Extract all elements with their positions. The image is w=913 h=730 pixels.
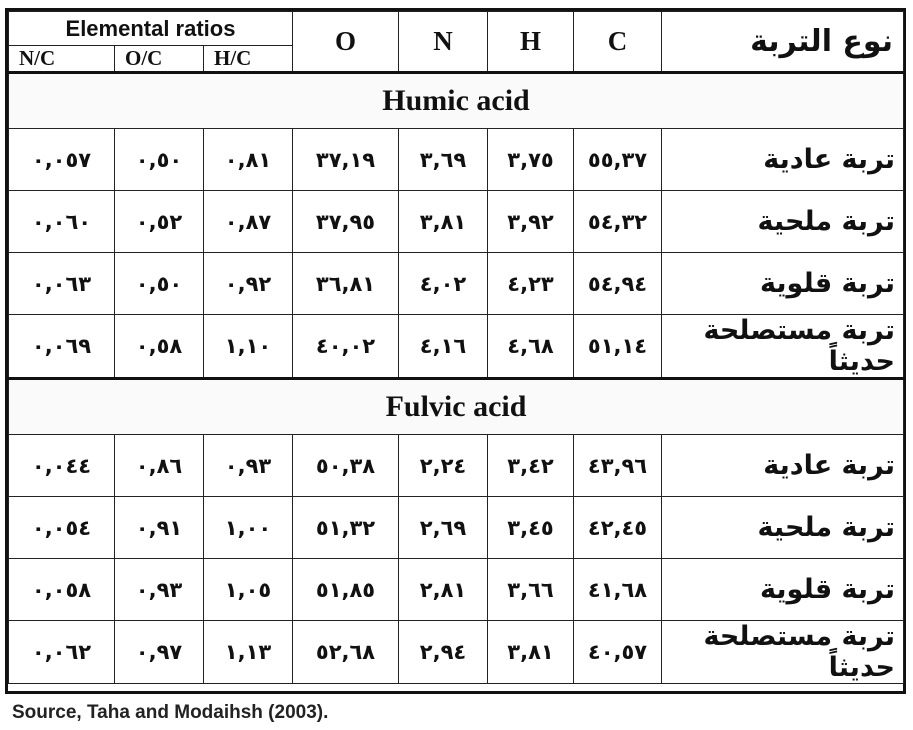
col-header-hc: H/C	[204, 46, 293, 73]
cell-c: ٤٣,٩٦	[574, 435, 662, 497]
cell-hc: ٠,٩٢	[204, 253, 293, 315]
table-row	[9, 435, 904, 497]
elemental-ratios-header: Elemental ratios	[9, 12, 293, 46]
cell-hc: ٠,٩٣	[204, 435, 293, 497]
table-frame	[5, 8, 906, 694]
cell-hc: ١,٠٠	[204, 497, 293, 559]
cell-c: ٥٥,٣٧	[574, 129, 662, 191]
cell-hc: ٠,٨٧	[204, 191, 293, 253]
cell-n: ٣,٦٩	[399, 129, 488, 191]
cell-nc: ٠,٠٥٨	[9, 559, 115, 621]
cell-h: ٣,٨١	[488, 621, 574, 684]
cell-c: ٥١,١٤	[574, 315, 662, 379]
cell-h: ٣,٦٦	[488, 559, 574, 621]
col-header-n: N	[399, 12, 488, 73]
cell-n: ٢,٦٩	[399, 497, 488, 559]
table-row	[9, 497, 904, 559]
table-row	[9, 253, 904, 315]
cell-h: ٣,٤٥	[488, 497, 574, 559]
col-header-oc: O/C	[115, 46, 204, 73]
cell-o: ٣٧,١٩	[293, 129, 399, 191]
cell-nc: ٠,٠٤٤	[9, 435, 115, 497]
cell-n: ٢,٢٤	[399, 435, 488, 497]
cell-hc: ١,١٣	[204, 621, 293, 684]
cell-nc: ٠,٠٥٧	[9, 129, 115, 191]
source-citation: Source, Taha and Modaihsh (2003).	[12, 702, 329, 723]
col-header-h: H	[488, 12, 574, 73]
col-header-o: O	[293, 12, 399, 73]
cell-nc: ٠,٠٦٠	[9, 191, 115, 253]
cell-c: ٤٢,٤٥	[574, 497, 662, 559]
elemental-composition-table	[8, 11, 904, 684]
cell-oc: ٠,٩٣	[115, 559, 204, 621]
table-row	[9, 191, 904, 253]
table-row	[9, 129, 904, 191]
section-title-fulvic: Fulvic acid	[9, 379, 904, 435]
cell-oc: ٠,٥٨	[115, 315, 204, 379]
cell-oc: ٠,٩١	[115, 497, 204, 559]
cell-h: ٣,٤٢	[488, 435, 574, 497]
col-header-nc: N/C	[9, 46, 115, 73]
cell-o: ٣٧,٩٥	[293, 191, 399, 253]
col-header-c: C	[574, 12, 662, 73]
cell-oc: ٠,٥٢	[115, 191, 204, 253]
cell-n: ٤,٠٢	[399, 253, 488, 315]
cell-oc: ٠,٥٠	[115, 129, 204, 191]
cell-h: ٣,٩٢	[488, 191, 574, 253]
cell-o: ٥٠,٣٨	[293, 435, 399, 497]
cell-soil-type: تربة ملحية	[662, 497, 904, 559]
cell-soil-type: تربة مستصلحة حديثاً	[662, 315, 904, 379]
cell-o: ٥٢,٦٨	[293, 621, 399, 684]
cell-c: ٥٤,٣٢	[574, 191, 662, 253]
cell-n: ٣,٨١	[399, 191, 488, 253]
section-title-humic: Humic acid	[9, 73, 904, 129]
cell-h: ٤,٢٣	[488, 253, 574, 315]
cell-o: ٤٠,٠٢	[293, 315, 399, 379]
cell-c: ٥٤,٩٤	[574, 253, 662, 315]
cell-h: ٤,٦٨	[488, 315, 574, 379]
table-row	[9, 621, 904, 684]
cell-oc: ٠,٨٦	[115, 435, 204, 497]
cell-hc: ١,١٠	[204, 315, 293, 379]
cell-soil-type: تربة ملحية	[662, 191, 904, 253]
cell-n: ٢,٨١	[399, 559, 488, 621]
cell-soil-type: تربة قلوية	[662, 559, 904, 621]
table-body	[9, 73, 904, 684]
cell-oc: ٠,٥٠	[115, 253, 204, 315]
table-row	[9, 315, 904, 379]
cell-soil-type: تربة عادية	[662, 435, 904, 497]
cell-c: ٤١,٦٨	[574, 559, 662, 621]
cell-o: ٣٦,٨١	[293, 253, 399, 315]
col-header-soil-type: نوع التربة	[662, 12, 904, 73]
cell-n: ٤,١٦	[399, 315, 488, 379]
cell-soil-type: تربة مستصلحة حديثاً	[662, 621, 904, 684]
cell-o: ٥١,٣٢	[293, 497, 399, 559]
cell-o: ٥١,٨٥	[293, 559, 399, 621]
cell-nc: ٠,٠٥٤	[9, 497, 115, 559]
cell-nc: ٠,٠٦٢	[9, 621, 115, 684]
cell-hc: ٠,٨١	[204, 129, 293, 191]
cell-oc: ٠,٩٧	[115, 621, 204, 684]
cell-nc: ٠,٠٦٩	[9, 315, 115, 379]
cell-soil-type: تربة عادية	[662, 129, 904, 191]
cell-soil-type: تربة قلوية	[662, 253, 904, 315]
cell-n: ٢,٩٤	[399, 621, 488, 684]
cell-hc: ١,٠٥	[204, 559, 293, 621]
cell-nc: ٠,٠٦٣	[9, 253, 115, 315]
table-row	[9, 559, 904, 621]
cell-c: ٤٠,٥٧	[574, 621, 662, 684]
cell-h: ٣,٧٥	[488, 129, 574, 191]
